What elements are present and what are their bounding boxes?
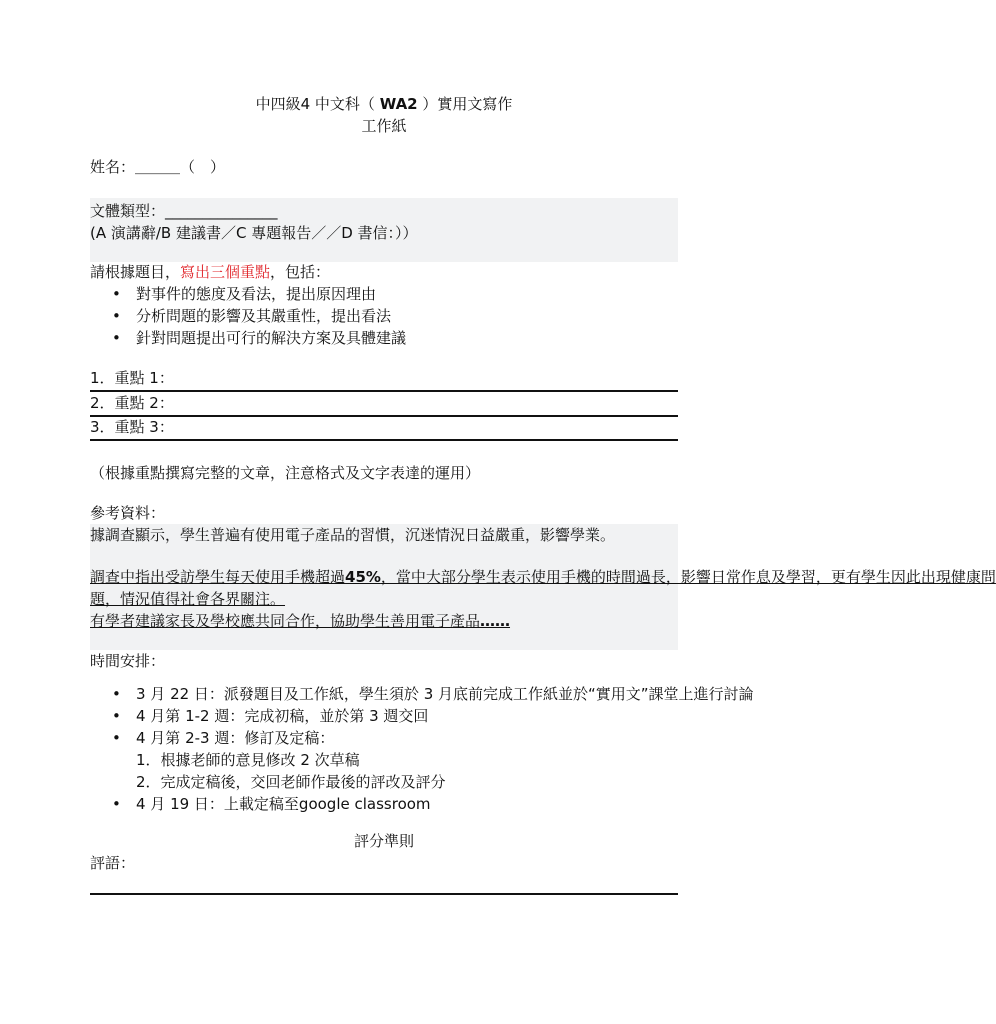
reference-label: 參考資料： [90,504,166,522]
list-item: • 4 月 19 日：上載定稿至google classroom [90,793,678,815]
reference-box [90,524,996,650]
list-item: • 分析問題的影響及其嚴重性，提出看法 [90,305,678,327]
reference-line-2-bold: 45% [345,568,381,586]
instruction-highlight: 寫出三個重點 [180,263,271,281]
schedule-section [90,683,754,815]
comments-label: 評語： [90,854,136,872]
reference-line-4-tail: …… [480,612,511,630]
list-item: • 對事件的態度及看法，提出原因理由 [90,283,678,305]
schedule-subitem: 1．根據老師的意見修改 2 次草稿 [136,751,360,769]
task-type-box [90,198,678,262]
list-item: • 3 月 22 日：派發題目及工作紙，學生須於 3 月底前完成工作紙並於“實用文”課堂上進行討論 [90,683,678,705]
schedule-list [90,683,754,749]
task-type-options: (A 演講辭/B 建議書／C 專題報告／／D 書信：）） [90,224,418,242]
reference-line-4: 有學者建議家長及學校應共同合作，協助學生善用電子產品 [90,612,481,630]
list-item: • 4 月第 2-3 週：修訂及定稿： [90,727,678,749]
list-item: • 4 月第 1-2 週：完成初稿，並於第 3 週交回 [90,705,678,727]
title-code: WA2 [379,95,418,113]
reference-line-3: 題，情況值得社會各界關注。 [90,590,286,608]
page-subtitle: 工作紙 [361,117,407,135]
reference-line-2-pre: 調查中指出受訪學生每天使用手機超過 [90,568,346,586]
list-item: • 針對問題提出可行的解決方案及具體建議 [90,327,678,349]
writing-note: （根據重點撰寫完整的文章，注意格式及文字表達的運用） [90,464,481,482]
reference-line-2-post: ，當中大部分學生表示使用手機的時間過長，影響日常作息及學習，更有學生因此出現健康問 [380,568,996,586]
instruction-pre: 請根據題目， [90,263,181,281]
task-type-label: 文體類型： [90,202,166,220]
reference-line-1: 據調查顯示，學生普遍有使用電子產品的習慣，沉迷情況日益嚴重，影響學業。 [90,526,616,544]
task-type-blank[interactable]: _______________ [165,202,278,220]
student-name-line: 姓名：＿＿＿（ ） [90,158,226,176]
instruction-bullets [90,283,678,349]
grading-criteria-heading: 評分準則 [353,832,414,850]
instruction-section [90,261,678,349]
title-post: ）實用文寫作 [422,95,513,113]
instruction-post: ，包括： [270,263,331,281]
schedule-label: 時間安排： [90,652,166,670]
page-title: 中四級4 中文科（ WA2 ）實用文寫作 [255,95,513,113]
schedule-subitem: 2．完成定稿後，交回老師作最後的評改及評分 [136,773,446,791]
point-2-row[interactable]: 2．重點 2： [90,392,678,417]
point-3-row[interactable]: 3．重點 3： [90,416,678,441]
point-1-row[interactable]: 1．重點 1： [90,367,678,392]
comments-rule[interactable] [90,893,678,895]
title-mid: 中文科（ [314,95,375,113]
